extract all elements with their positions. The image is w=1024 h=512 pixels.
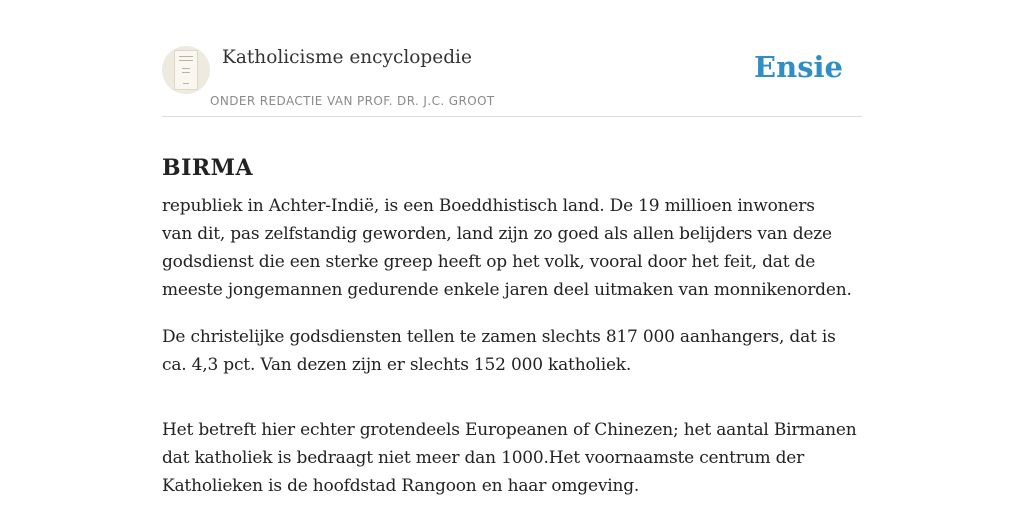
ensie-logo[interactable]: Ensie	[754, 50, 843, 84]
text-line: ca. 4,3 pct. Van dezen zijn er slechts 152 000 katholiek.	[162, 355, 632, 375]
encyclopedia-header	[162, 42, 862, 117]
entry-paragraph	[162, 416, 864, 500]
entry-paragraph	[162, 323, 864, 379]
text-line: De christelijke godsdiensten tellen te zamen slechts 817 000 aanhangers, dat is	[162, 327, 836, 347]
text-line: Katholieken is de hoofdstad Rangoon en haar omgeving.	[162, 476, 640, 496]
editor-credit: ONDER REDACTIE VAN PROF. DR. J.C. GROOT	[210, 94, 495, 108]
entry-headword: BIRMA	[162, 154, 254, 181]
text-line: godsdienst die een sterke greep heeft op het volk, vooral door het feit, dat de	[162, 252, 816, 272]
text-line: republiek in Achter-Indië, is een Boeddhistisch land. De 19 millioen inwoners	[162, 196, 815, 216]
text-line: meeste jongemannen gedurende enkele jaren deel uitmaken van monnikenorden.	[162, 280, 852, 300]
text-line: Het betreft hier echter grotendeels Europeanen of Chinezen; het aantal Birmanen	[162, 420, 857, 440]
entry-body	[162, 192, 864, 512]
book-cover-icon[interactable]	[162, 46, 210, 94]
entry-paragraph	[162, 192, 864, 304]
book-cover-page	[174, 50, 198, 90]
encyclopedia-title[interactable]: Katholicisme encyclopedie	[222, 47, 472, 68]
text-line: dat katholiek is bedraagt niet meer dan 1000.Het voornaamste centrum der	[162, 448, 805, 468]
text-line: van dit, pas zelfstandig geworden, land zijn zo goed als allen belijders van deze	[162, 224, 832, 244]
